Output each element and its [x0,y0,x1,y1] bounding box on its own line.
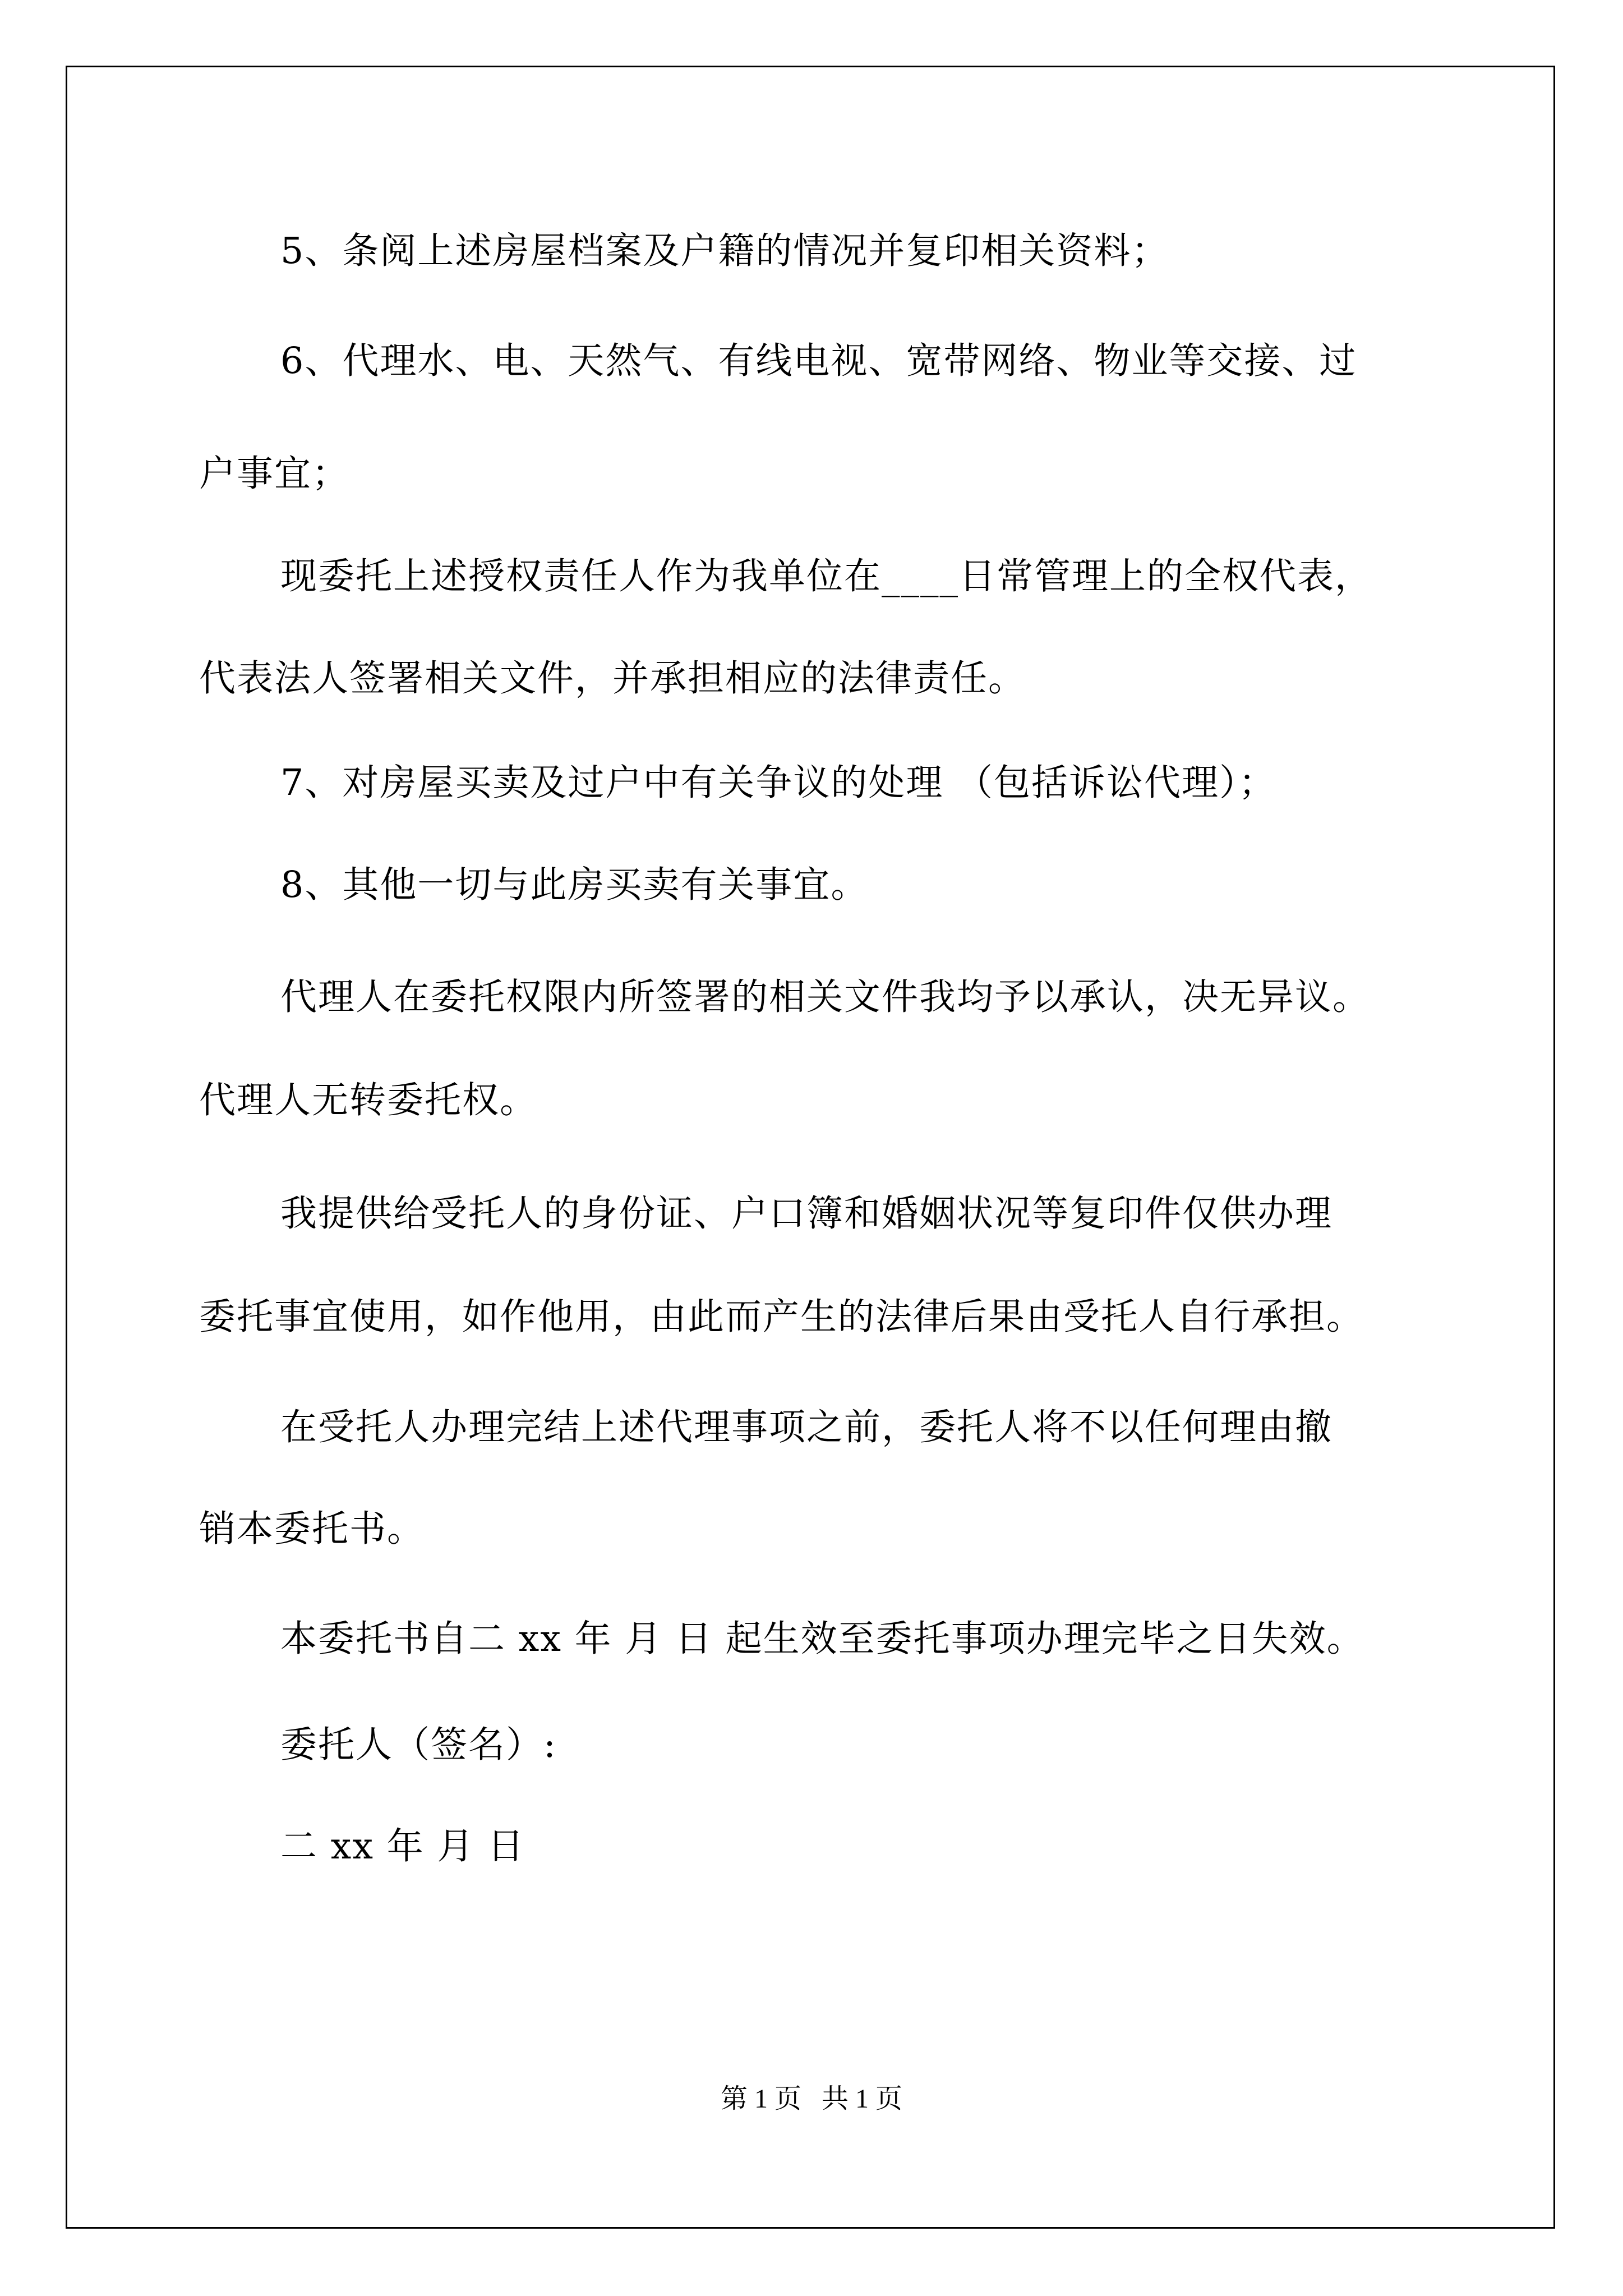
signature-label: 委托人（签名）: [280,1724,557,1766]
paragraph-no-revocation-cont: 销本委托书。 [199,1508,425,1550]
paragraph-no-subdelegation: 代理人无转委托权。 [199,1079,538,1121]
paragraph-item-6-continued: 户事宜； [199,453,350,495]
signature-date: 二 xx 年 月 日 [280,1825,525,1867]
paragraph-documents-cont: 委托事宜使用，如作他用，由此而产生的法律后果由受托人自行承担。 [199,1296,1364,1338]
paragraph-authorization-cont: 代表法人签署相关文件，并承担相应的法律责任。 [199,657,1026,700]
paragraph-item-7: 7、对房屋买卖及过户中有关争议的处理 （包括诉讼代理）； [280,762,1276,804]
paragraph-acknowledgement: 代理人在委托权限内所签署的相关文件我均予以承认，决无异议。 [280,976,1371,1018]
paragraph-no-revocation: 在受托人办理完结上述代理事项之前，委托人将不以任何理由撤 [280,1406,1333,1448]
paragraph-authorization: 现委托上述授权责任人作为我单位在____日常管理上的全权代表， [280,555,1373,597]
page-border [66,66,1555,2229]
paragraph-item-6: 6、代理水、电、天然气、有线电视、宽带网络、物业等交接、过 [280,340,1357,382]
paragraph-item-5: 5、条阅上述房屋档案及户籍的情况并复印相关资料； [280,230,1169,272]
page-footer: 第 1 页 共 1 页 [720,2084,902,2114]
paragraph-item-8: 8、其他一切与此房买卖有关事宜。 [280,864,869,906]
paragraph-documents: 我提供给受托人的身份证、户口簿和婚姻状况等复印件仅供办理 [280,1193,1333,1235]
paragraph-effective-date: 本委托书自二 xx 年 月 日 起生效至委托事项办理完毕之日失效。 [280,1618,1364,1660]
